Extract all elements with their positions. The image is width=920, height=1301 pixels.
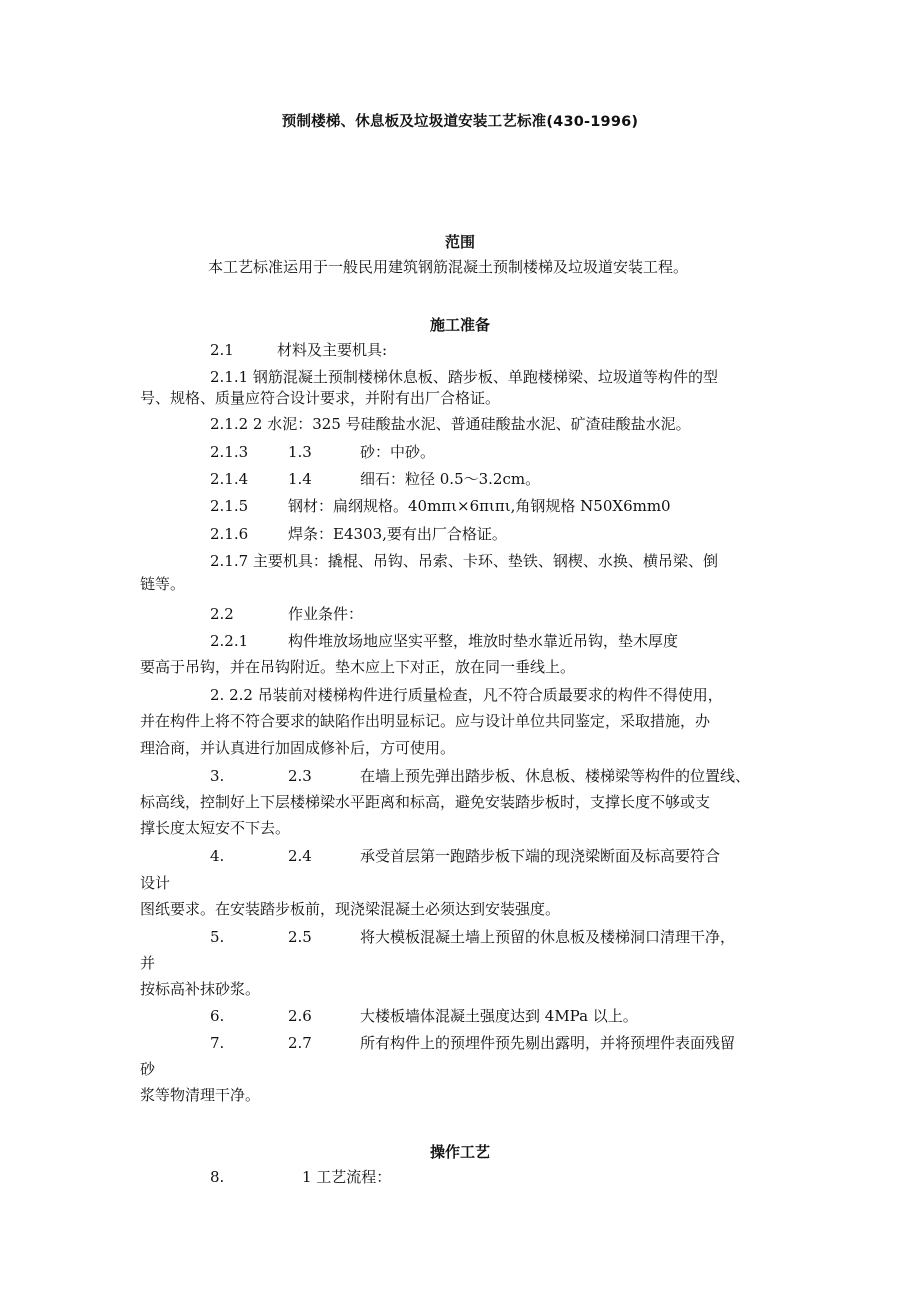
item-7: [210, 1033, 736, 1053]
item-text: 所有构件上的预埋件预先剔出露明，并将预埋件表面残留: [360, 1034, 736, 1052]
item-7-line3: 浆等物清理干净。: [140, 1086, 261, 1104]
item-2-1-2: 2.1.2 2 水泥：325 号硅酸盐水泥、普通硅酸盐水泥、矿渣硅酸盐水泥。: [210, 415, 691, 433]
section-heading-ops: 操作工艺: [429, 1143, 490, 1161]
item-2-1-7-line1: 2.1.7 主要机具：撬棍、吊钩、吊索、卡环、垫铁、钢楔、水换、横吊梁、倒: [210, 552, 718, 570]
item-text: 1 工艺流程：: [302, 1168, 392, 1186]
item-number: 2.2.1: [210, 632, 249, 650]
item-2-2: [210, 604, 364, 624]
item-text: 将大模板混凝土墙上预留的休息板及楼梯洞口清理干净，: [360, 928, 736, 946]
item-number: 8.: [210, 1168, 225, 1186]
item-2-1-4: [210, 469, 541, 489]
item-2-1-6: [210, 524, 507, 544]
item-subnumber: 2.7: [288, 1034, 312, 1052]
item-2-1-3: [210, 442, 436, 462]
item-3: [210, 766, 751, 786]
item-number: 3.: [210, 767, 225, 785]
item-number: 7.: [210, 1034, 225, 1052]
item-8: [210, 1167, 392, 1187]
item-text: 焊条：E4303,要有出厂合格证。: [288, 525, 507, 543]
item-5-line2: 并: [140, 954, 156, 972]
item-number: 2.1: [210, 341, 234, 359]
item-2-1-7-line2: 链等。: [140, 575, 186, 593]
item-number: 5.: [210, 928, 225, 946]
item-2-2-1-line2: 要高于吊钩，并在吊钩附近。垫木应上下对正，放在同一垂线上。: [140, 658, 576, 676]
item-2-2-2-line3: 理洽商，并认真进行加固成修补后，方可使用。: [140, 739, 456, 757]
item-text: 砂：中砂。: [360, 443, 436, 461]
item-subnumber: 2.6: [288, 1007, 312, 1025]
item-subnumber: 1.4: [288, 470, 312, 488]
item-4-line2: 设计: [140, 874, 171, 892]
item-subnumber: 2.4: [288, 847, 312, 865]
item-5: [210, 927, 736, 947]
item-number: 2.2: [210, 605, 234, 623]
document-title: 预制楼梯、休息板及垃圾道安装工艺标准(430-1996): [281, 114, 639, 130]
item-2-1: [210, 340, 388, 360]
item-text: 细石：粒径 0.5～3.2cm。: [360, 470, 541, 488]
item-text: 构件堆放场地应坚实平整，堆放时垫水靠近吊钩，垫木厚度: [288, 632, 679, 650]
item-number: 4.: [210, 847, 225, 865]
item-7-line2: 砂: [140, 1060, 156, 1078]
item-2-1-1-line2: 号、规格、质量应符合设计要求，并附有出厂合格证。: [140, 389, 501, 407]
item-6: [210, 1006, 638, 1026]
item-3-line3: 撑长度太短安不下去。: [140, 819, 291, 837]
item-text: 材料及主要机具:: [277, 341, 388, 359]
item-subnumber: 1.3: [288, 443, 312, 461]
item-2-2-1: [210, 631, 679, 651]
item-subnumber: 2.3: [288, 767, 312, 785]
item-text: 在墙上预先弹出踏步板、休息板、楼梯梁等构件的位置线、: [360, 767, 751, 785]
item-number: 2.1.4: [210, 470, 249, 488]
item-text: 钢材：扁纲规格。40mπι×6πιπι,角钢规格 N50X6mm0: [288, 497, 671, 515]
item-2-2-2-line1: 2. 2.2 吊装前对楼梯构件进行质量检查，凡不符合质最要求的构件不得使用，: [210, 686, 723, 704]
item-4-line3: 图纸要求。在安装踏步板前，现浇梁混凝土必须达到安装强度。: [140, 900, 561, 918]
item-2-2-2-line2: 并在构件上将不符合要求的缺陷作出明显标记。应与设计单位共同鉴定，采取措施，办: [140, 712, 711, 730]
item-3-line2: 标高线，控制好上下层楼梯梁水平距离和标高，避免安装踏步板时，支撑长度不够或支: [140, 793, 711, 811]
item-number: 2.1.6: [210, 525, 249, 543]
item-2-1-5: [210, 496, 671, 516]
item-text: 大楼板墙体混凝土强度达到 4MPa 以上。: [360, 1007, 638, 1025]
item-4: [210, 846, 721, 866]
item-number: 2.1.5: [210, 497, 249, 515]
item-text: 作业条件：: [288, 605, 364, 623]
section-heading-scope: 范围: [444, 233, 475, 251]
item-text: 承受首层第一跑踏步板下端的现浇梁断面及标高要符合: [360, 847, 721, 865]
item-subnumber: 2.5: [288, 928, 312, 946]
scope-text: 本工艺标准运用于一般民用建筑钢筋混凝土预制楼梯及垃圾道安装工程。: [208, 258, 689, 276]
item-5-line3: 按标高补抹砂浆。: [140, 980, 261, 998]
item-number: 2.1.3: [210, 443, 249, 461]
item-number: 6.: [210, 1007, 225, 1025]
section-heading-prep: 施工准备: [429, 316, 490, 334]
item-2-1-1-line1: 2.1.1 钢筋混凝土预制楼梯休息板、踏步板、单跑楼梯梁、垃圾道等构件的型: [210, 368, 718, 386]
